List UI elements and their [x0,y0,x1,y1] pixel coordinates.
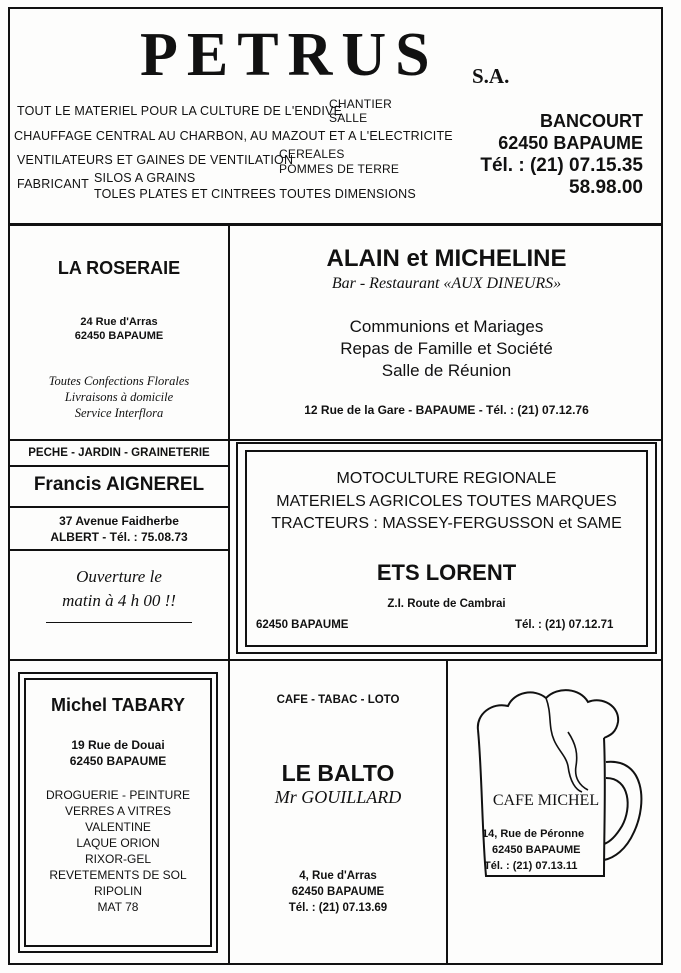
cafe-address1: 14, Rue de Péronne [482,828,585,840]
petrus-line-silos: SILOS A GRAINS [94,171,196,185]
petrus-line-endive: TOUT LE MATERIEL POUR LA CULTURE DE L'ENDIVE [17,104,343,118]
beer-mug-illustration [448,662,661,962]
balto-title: LE BALTO [281,760,395,786]
balto-category: CAFE - TABAC - LOTO [276,694,400,706]
petrus-line-pommes: POMMES DE TERRE [279,162,400,176]
divider-aignerel-bottom [8,549,228,551]
lorent-line-2: MATERIELS AGRICOLES TOUTES MARQUES [276,493,617,510]
tabary-item-7: RIPOLIN [93,884,142,898]
petrus-line-fabricant: FABRICANT [17,177,89,191]
tabary-item-6: REVETEMENTS DE SOL [49,868,187,882]
roseraie-service-3: Service Interflora [74,406,164,420]
alain-title: ALAIN et MICHELINE [326,245,567,272]
alain-line-3: Salle de Réunion [381,361,512,380]
petrus-postal: 62450 BAPAUME [498,133,643,153]
petrus-town: BANCOURT [540,111,643,131]
tabary-item-4: LAQUE ORION [76,836,160,850]
tabary-item-3: VALENTINE [85,820,151,834]
petrus-line-toles: TOLES PLATES ET CINTREES TOUTES DIMENSIONS [94,187,416,201]
tabary-address2: 62450 BAPAUME [69,754,167,768]
petrus-line-cereales: CEREALES [279,147,345,161]
lorent-address: Z.I. Route de Cambrai [387,598,506,610]
lorent-name: ETS LORENT [376,560,517,585]
petrus-suffix: S.A. [472,64,510,88]
balto-tel: Tél. : (21) 07.13.69 [288,902,388,914]
ouverture-line-2: matin à 4 h 00 !! [62,591,176,610]
roseraie-service-1: Toutes Confections Florales [48,374,190,388]
petrus-tel2: 58.98.00 [569,177,643,198]
balto-address1: 4, Rue d'Arras [299,870,377,882]
tabary-address1: 19 Rue de Douai [71,738,165,752]
aignerel-name: Francis AIGNEREL [33,474,205,495]
cafe-tel: Tél. : (21) 07.13.11 [484,860,578,872]
cafe-title: CAFE MICHEL [492,792,600,809]
roseraie-service-2: Livraisons à domicile [64,390,174,404]
alain-subtitle: Bar - Restaurant «AUX DINEURS» [331,275,562,292]
balto-owner: Mr GOUILLARD [274,787,402,807]
alain-line-1: Communions et Mariages [349,317,544,336]
cafe-address2: 62450 BAPAUME [492,844,581,856]
alain-address: 12 Rue de la Gare - BAPAUME - Tél. : (21) 07.12.76 [304,403,589,417]
aignerel-address2: ALBERT - Tél. : 75.08.73 [50,530,188,544]
lorent-line-3: TRACTEURS : MASSEY-FERGUSSON et SAME [271,515,622,532]
tabary-item-1: DROGUERIE - PEINTURE [45,788,190,802]
petrus-line-ventilateurs: VENTILATEURS ET GAINES DE VENTILATION [17,153,294,167]
ouverture-line-1: Ouverture le [76,567,162,586]
tabary-item-2: VERRES A VITRES [64,804,172,818]
balto-address2: 62450 BAPAUME [291,886,385,898]
alain-line-2: Repas de Famille et Société [340,339,553,358]
ouverture-underline [46,622,192,623]
lorent-city: 62450 BAPAUME [256,619,349,631]
tabary-item-5: RIXOR-GEL [84,852,151,866]
petrus-title: PETRUS [140,21,439,89]
divider-aignerel-top [8,465,228,467]
roseraie-address2: 62450 BAPAUME [74,330,164,342]
petrus-line-salle: SALLE [329,111,368,125]
roseraie-title: LA ROSERAIE [57,258,181,278]
divider-row-1 [8,439,663,441]
petrus-line-chantier: CHANTIER [329,97,392,111]
divider-aignerel-mid [8,506,228,508]
aignerel-category: PECHE - JARDIN - GRAINETERIE [28,447,210,459]
tabary-title: Michel TABARY [50,695,185,715]
tabary-item-8: MAT 78 [97,900,139,914]
aignerel-address1: 37 Avenue Faidherbe [59,514,179,528]
petrus-line-chauffage: CHAUFFAGE CENTRAL AU CHARBON, AU MAZOUT ET A L'ELECTRICITE [14,129,453,143]
roseraie-address1: 24 Rue d'Arras [80,316,158,328]
lorent-tel: Tél. : (21) 07.12.71 [515,619,614,631]
lorent-line-1: MOTOCULTURE REGIONALE [336,470,557,487]
petrus-tel1: Tél. : (21) 07.15.35 [480,155,643,176]
